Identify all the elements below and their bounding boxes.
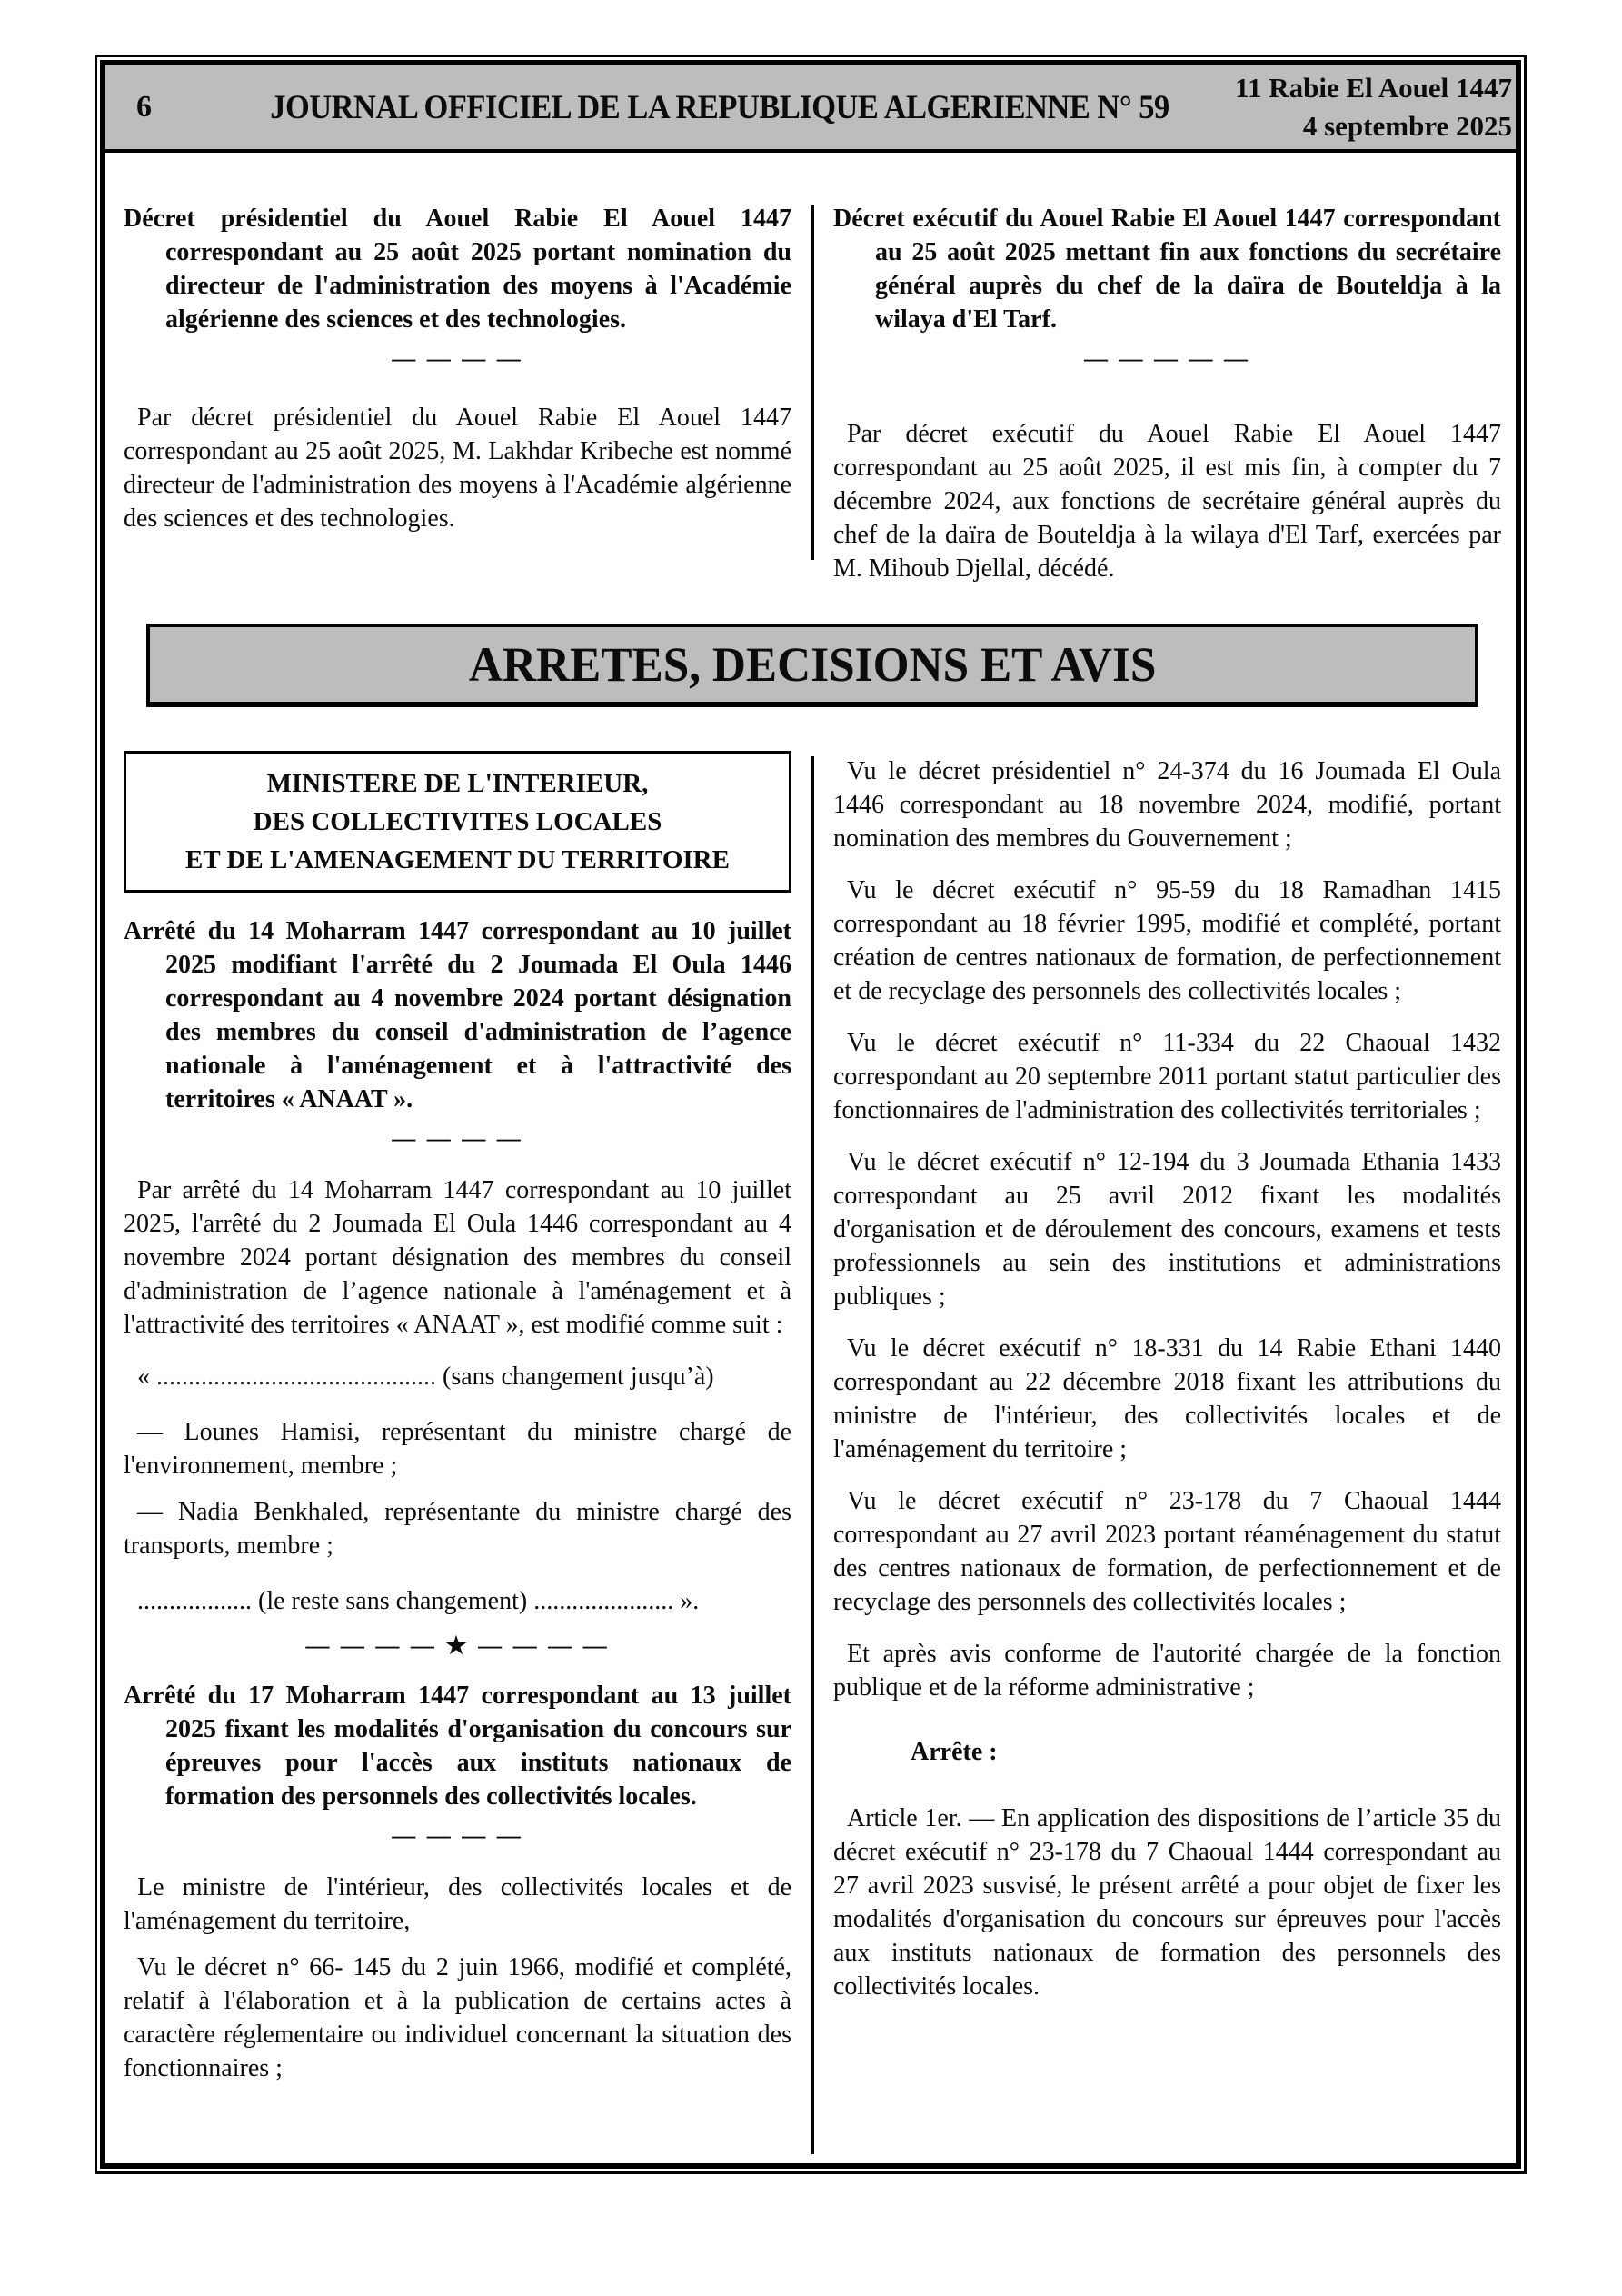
column-divider-main [811, 756, 814, 2154]
page-frame [95, 55, 1527, 2174]
arrete-17-moharram-title: Arrêté du 17 Moharram 1447 correspondant au 13 juillet 2025 fixant les modalités d'organisation du concours sur épreuves pour l'accès aux instituts nationaux de formation des personnels des collectivités locales. [124, 1682, 791, 1811]
vu-decret-24-374: Vu le décret présidentiel n° 24-374 du 16 Joumada El Oula 1446 correspondant au 18 novembre 2024, modifié, portant nomination des membres du Gouvernement ; [833, 757, 1501, 853]
top-left-column [124, 153, 791, 585]
dash-separator: — — — — [392, 1125, 523, 1152]
header-dates [1203, 69, 1512, 145]
star-separator: — — — — ★ — — — — [305, 1632, 610, 1659]
page-number: 6 [136, 90, 152, 124]
arrete-14-moharram-title: Arrêté du 14 Moharram 1447 correspondant au 10 juillet 2025 modifiant l'arrêté du 2 Joumada El Oula 1446 correspondant au 4 novembre 2024 portant désignation des membres du conseil d'administration de l’agence nationale à l'aménagement et à l'attractivité des territoires « ANAAT ». [124, 917, 791, 1113]
decree-presidential-body: Par décret présidentiel du Aouel Rabie El Aouel 1447 correspondant au 25 août 2025, M. Lakhdar Kribeche est nommé directeur de l'administration des moyens à l'Académie algérienne des sciences et des technologies. [124, 404, 791, 533]
reste-sans-changement-line: .................. (le reste sans changement) ...................... ». [137, 1587, 700, 1615]
vu-decret-11-334: Vu le décret exécutif n° 11-334 du 22 Chaoual 1432 correspondant au 20 septembre 2011 portant statut particulier des fonctionnaires de l'administration des collectivités territoriales ; [833, 1029, 1501, 1124]
avis-conforme-paragraph: Et après avis conforme de l'autorité chargée de la fonction publique et de la réforme administrative ; [833, 1640, 1501, 1702]
journal-title: JOURNAL OFFICIEL DE LA REPUBLIQUE ALGERIENNE N° 59 [270, 88, 1169, 126]
journal-title-wrap [236, 88, 1203, 127]
member-nadia-benkhaled: — Nadia Benkhaled, représentante du ministre chargé des transports, membre ; [124, 1498, 791, 1560]
dash-separator: — — — — [392, 1822, 523, 1849]
ministry-line-2: DES COLLECTIVITES LOCALES [253, 807, 662, 836]
dash-separator: — — — — — [1084, 345, 1250, 372]
sans-changement-line: « ............................................ (sans changement jusqu’à) [137, 1363, 714, 1391]
vu-decret-12-194: Vu le décret exécutif n° 12-194 du 3 Joumada Ethania 1433 correspondant au 25 avril 2012 fixant les modalités d'organisation et de déroulement des concours, examens et tests professionnels au sein des institutions et administrations publiques ; [833, 1148, 1501, 1311]
arrete-label: Arrête : [911, 1738, 998, 1766]
date-hijri: 11 Rabie El Aouel 1447 [1235, 72, 1513, 104]
vu-decret-95-59: Vu le décret exécutif n° 95-59 du 18 Ramadhan 1415 correspondant au 18 février 1995, modifié et complété, portant création de centres nationaux de formation, de perfectionnement et de recyclage des personnels des collectivités locales ; [833, 876, 1501, 1005]
vu-decret-18-331: Vu le décret exécutif n° 18-331 du 14 Rabie Ethani 1440 correspondant au 22 décembre 2018 fixant les attributions du ministre de l'intérieur, des collectivités locales et de l'aménagement du territoire ; [833, 1334, 1501, 1463]
decree-executive-title: Décret exécutif du Aouel Rabie El Aouel 1447 correspondant au 25 août 2025 mettant fin aux fonctions du secrétaire général auprès du chef de la daïra de Bouteldja à la wilaya d'El Tarf. [833, 205, 1501, 334]
top-section [124, 153, 1501, 585]
vu-decret-66-145: Vu le décret n° 66- 145 du 2 juin 1966, modifié et complété, relatif à l'élaboration et à la publication de certains actes à caractère réglementaire ou individuel concernant la situation des fonctionnaires ; [124, 1953, 791, 2082]
page-frame-inner [100, 60, 1521, 2169]
main-section [124, 751, 1501, 2163]
date-gregorian: 4 septembre 2025 [1302, 110, 1513, 142]
page-content [105, 153, 1516, 2163]
arretes-banner-title: ARRETES, DECISIONS ET AVIS [468, 637, 1157, 692]
ministry-line-1: MINISTERE DE L'INTERIEUR, [266, 769, 649, 798]
vu-decret-23-178: Vu le décret exécutif n° 23-178 du 7 Chaoual 1444 correspondant au 27 avril 2023 portant réaménagement du statut des centres nationaux de formation, de perfectionnement et de recyclage des personnels des collectivités locales ; [833, 1487, 1501, 1616]
arretes-banner [146, 624, 1478, 707]
member-lounes-hamisi: — Lounes Hamisi, représentant du ministre chargé de l'environnement, membre ; [124, 1418, 791, 1480]
main-right-column [833, 751, 1501, 2163]
ministry-line-3: ET DE L'AMENAGEMENT DU TERRITOIRE [185, 845, 730, 874]
article-1-paragraph: Article 1er. — En application des dispositions de l’article 35 du décret exécutif n° 23-178 du 7 Chaoual 1444 correspondant au 27 avril 2023 susvisé, le présent arrêté a pour objet de fixer les modalités d'organisation du concours sur épreuves pour l'accès aux instituts nationaux de formation des personnels des collectivités locales. [833, 1804, 1501, 2001]
le-ministre-paragraph: Le ministre de l'intérieur, des collectivités locales et de l'aménagement du territoire, [124, 1873, 791, 1935]
main-left-column [124, 751, 791, 2163]
decree-presidential-title: Décret présidentiel du Aouel Rabie El Aouel 1447 correspondant au 25 août 2025 portant nomination du directeur de l'administration des moyens à l'Académie algérienne des sciences et des technologies. [124, 205, 791, 334]
column-divider-top [811, 205, 814, 560]
dash-separator: — — — — [392, 345, 523, 372]
ministry-box [124, 751, 791, 893]
header-band [105, 65, 1516, 153]
par-arrete-paragraph: Par arrêté du 14 Moharram 1447 correspondant au 10 juillet 2025, l'arrêté du 2 Joumada El Oula 1446 correspondant au 4 novembre 2024 portant désignation des membres du conseil d'administration de l’agence nationale à l'aménagement et à l'attractivité des territoires « ANAAT », est modifié comme suit : [124, 1176, 791, 1339]
decree-executive-body: Par décret exécutif du Aouel Rabie El Aouel 1447 correspondant au 25 août 2025, il est mis fin, à compter du 7 décembre 2024, aux fonctions de secrétaire général auprès du chef de la daïra de Bouteldja à la wilaya d'El Tarf, exercées par M. Mihoub Djellal, décédé. [833, 420, 1501, 583]
top-right-column [833, 153, 1501, 585]
